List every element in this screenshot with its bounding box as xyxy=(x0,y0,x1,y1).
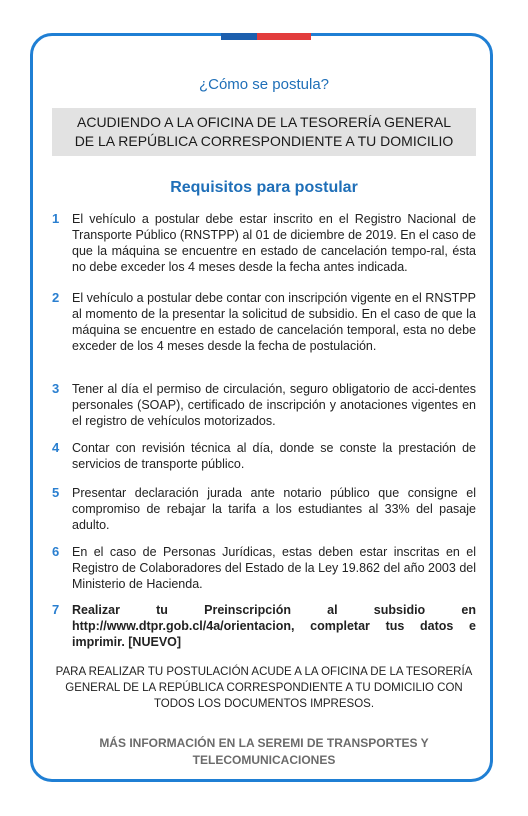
item-number: 7 xyxy=(52,602,60,617)
item-number: 5 xyxy=(52,485,60,500)
item-number: 2 xyxy=(52,290,60,305)
flag-blue-segment xyxy=(221,33,257,40)
footer-note: PARA REALIZAR TU POSTULACIÓN ACUDE A LA OFICINA DE LA TESORERÍA GENERAL DE LA REPÚBLICA CORRESPONDIENTE A TU DOMICILIO CON TODOS LOS DOCUMENTOS IMPRESOS. xyxy=(55,666,473,710)
item-text: El vehículo a postular debe estar inscrito en el Registro Nacional de Transporte Público (RNSTPP) al 01 de diciembre de 2019. En el caso de que la máquina se encuentre en estado de cancelación tempo-ral, ésta no debe exceder los 4 meses desde la fecha antes indicada. xyxy=(72,212,476,274)
banner-line-1: ACUDIENDO A LA OFICINA DE LA TESORERÍA GENERAL xyxy=(77,114,451,130)
item-text: El vehículo a postular debe contar con inscripción vigente en el RNSTPP al momento de la presentar la solicitud de subsidio. En el caso de que la máquina se encuentre en estado de cancelación temporal, esta no debe exceder de los 4 meses desde la fecha de postulación. xyxy=(72,291,476,353)
item-text-preinscription: Realizar tu Preinscripción al subsidio en http://www.dtpr.gob.cl/4a/orientacion, completar tus datos e imprimir. [NUEVO] xyxy=(72,603,476,649)
item-text: Tener al día el permiso de circulación, seguro obligatorio de acci-dentes personales (SOAP), certificado de inscripción y anotaciones vigentes en el registro de vehículos motorizados. xyxy=(72,382,476,428)
item-text: Contar con revisión técnica al día, donde se conste la prestación de servicios de transporte público. xyxy=(72,441,476,471)
item-text: En el caso de Personas Jurídicas, estas deben estar inscritas en el Registro de Colaboradores del Estado de la Ley 19.862 del año 2003 del Ministerio de Hacienda. xyxy=(72,545,476,591)
flag-stripe xyxy=(221,33,311,40)
how-to-apply-title: ¿Cómo se postula? xyxy=(198,76,330,93)
flag-red-segment xyxy=(257,33,311,40)
banner-line-2: DE LA REPÚBLICA CORRESPONDIENTE A TU DOMICILIO xyxy=(74,133,454,149)
office-banner xyxy=(52,108,476,156)
item-number: 4 xyxy=(52,440,60,455)
more-info: MÁS INFORMACIÓN EN LA SEREMI DE TRANSPORTES Y TELECOMUNICACIONES xyxy=(99,736,429,767)
item-number: 1 xyxy=(52,211,60,226)
item-number: 6 xyxy=(52,544,60,559)
item-text: Presentar declaración jurada ante notario público que consigne el compromiso de rebajar la tarifa a los estudiantes al 33% del pasaje adulto. xyxy=(72,486,476,532)
item-number: 3 xyxy=(52,381,60,396)
requirements-title: Requisitos para postular xyxy=(170,179,358,196)
